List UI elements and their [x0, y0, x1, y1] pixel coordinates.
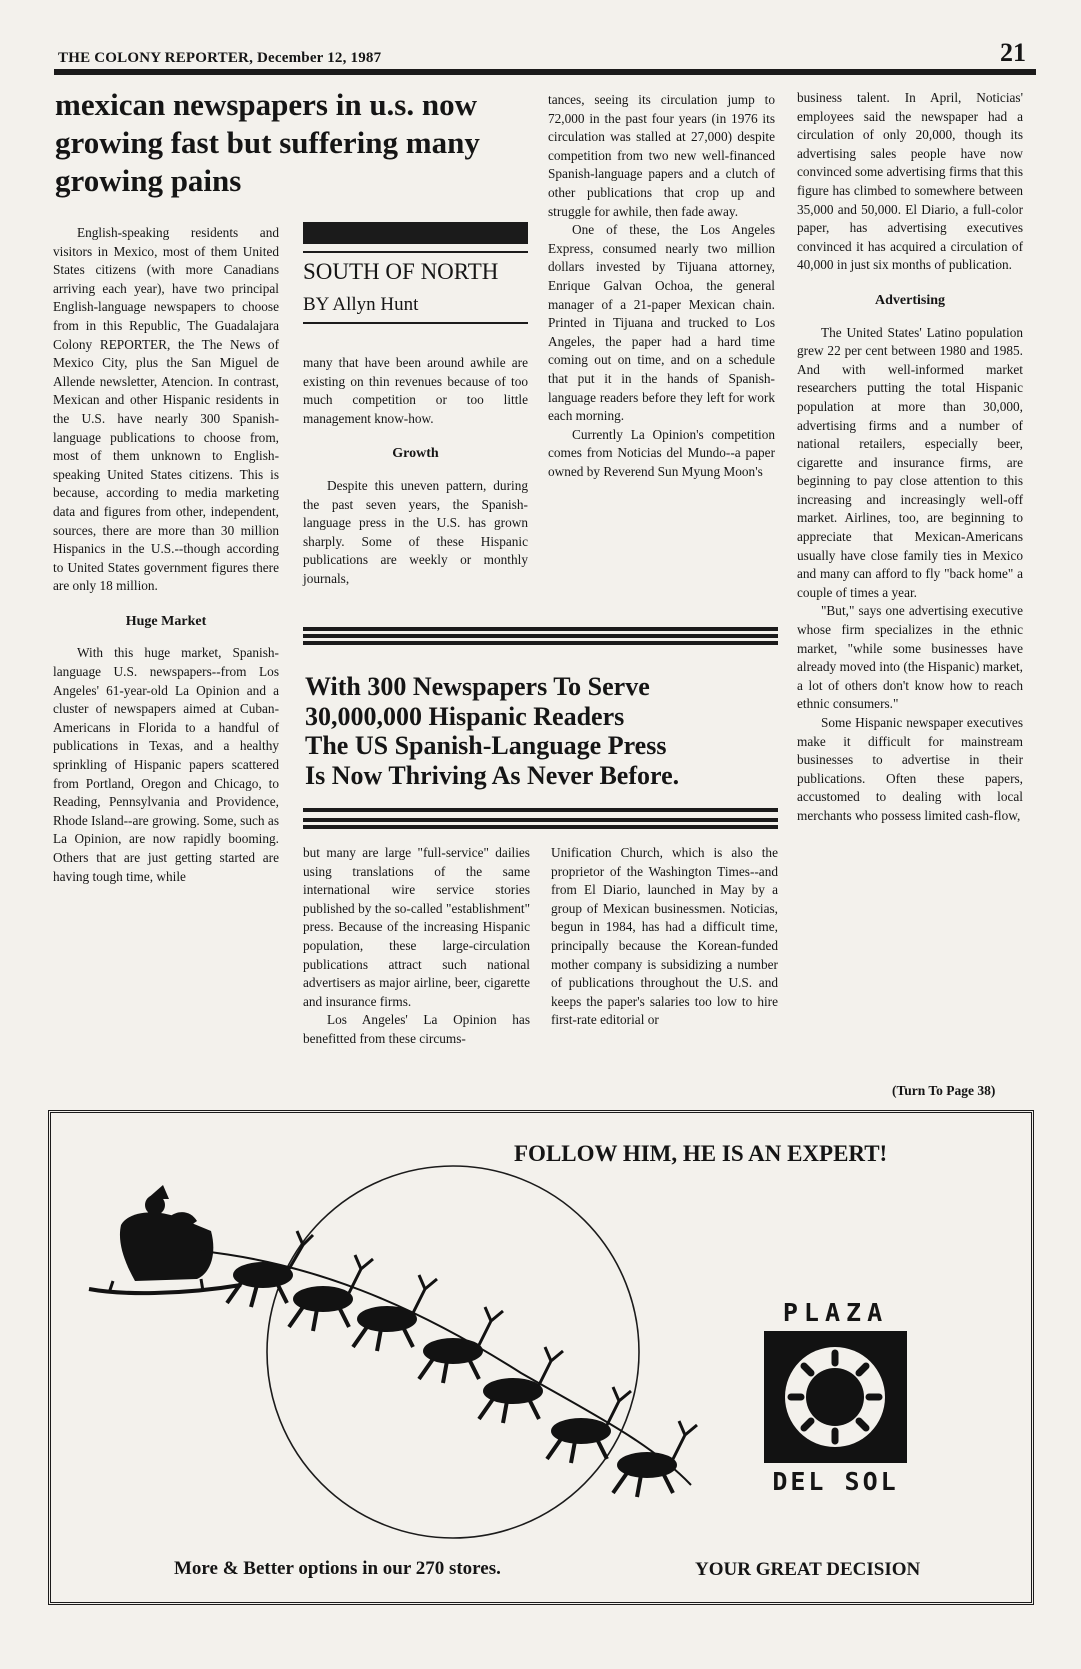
advertisement: [48, 1110, 1034, 1605]
deck-line: The US Spanish-Language Press: [305, 731, 667, 760]
deck-rule-top: [303, 627, 778, 631]
paragraph: Currently La Opinion's competition comes from Noticias del Mundo--a paper owned by Reverend Sun Myung Moon's: [548, 426, 775, 479]
reindeer-icon: [419, 1307, 503, 1383]
paragraph: "But," says one advertising executive whose firm specializes in the ethnic market, "while some businesses have already moved into (the Hispanic) market, a lot of others don't know how to reach ethnic consumers.": [797, 603, 1023, 712]
deck-line: Is Now Thriving As Never Before.: [305, 760, 680, 790]
article-column-4: [797, 89, 1023, 826]
page-number: 21: [1000, 38, 1026, 67]
reindeer-icon: [479, 1347, 563, 1423]
sun-emblem-icon: [758, 1327, 913, 1467]
reindeer-icon: [547, 1387, 631, 1463]
masthead: THE COLONY REPORTER, December 12, 1987: [58, 50, 382, 66]
paragraph: business talent. In April, Noticias' employees said the newspaper had a circulation of only 20,000, though its advertising sales people have now convinced some advertising firms that this figure has climbed to somewhere between 35,000 and 50,000. El Diario, a full-color paper, has advertising executives convinced it has acquired a circulation of 40,000 in just six months of publication.: [797, 90, 1023, 273]
logo-bottom-text: DEL SOL: [772, 1467, 899, 1496]
column-byline: BY Allyn Hunt: [303, 294, 419, 315]
paragraph: Los Angeles' La Opinion has benefitted from these circums-: [303, 1012, 530, 1046]
paragraph: but many are large "full-service" dailies using translations of the same international wire service stories published by the so-called "establishment" press. Because of the increasing Hispanic population, these large-circulation publications attract such national advertisers as major airline, beer, cigarette and insurance firms.: [303, 845, 530, 1009]
masthead-rule: [54, 69, 1036, 75]
subhead-advertising: Advertising: [875, 292, 945, 308]
column-box-rule: [303, 251, 528, 253]
paragraph: Despite this uneven pattern, during the past seven years, the Spanish-language press in the U.S. has grown sharply. Some of these Hispanic publications are weekly or monthly journals,: [303, 477, 528, 586]
column-box-rule: [303, 322, 528, 324]
deck-rule-bottom: [303, 808, 778, 812]
paragraph: One of these, the Los Angeles Express, consumed nearly two million dollars invested by Tijuana attorney, Enrique Galvan Ochoa, the general manager of a 21-paper Mexican chain. Printed in Tijuana and trucked to Los Angeles, the paper had a hard time coming out on time, and on a schedule that put it in the hands of Spanish-language readers before they left for work each morning.: [548, 222, 775, 424]
ad-headline: FOLLOW HIM, HE IS AN EXPERT!: [514, 1141, 888, 1166]
turn-to-page: (Turn To Page 38): [892, 1083, 996, 1098]
ad-footer-left: More & Better options in our 270 stores.: [174, 1558, 501, 1579]
paragraph: With this huge market, Spanish-language U.S. newspapers--from Los Angeles' 61-year-old La Opinion and a cluster of newspapers aimed at Cuban-Americans in Florida to a handful of publications in Texas, and a healthy sprinkling of Hispanic papers scattered from Portland, Oregon and Chicago, to Reading, Pennsylvania and Providence, Rhode Island--are growing. Some, such as La Opinion, are now rapidly booming. Others that are just getting started are having tough time, while: [53, 645, 279, 884]
article-headline: mexican newspapers in u.s. now growing fast but suffering many growing pains: [55, 87, 480, 198]
logo-top-text: PLAZA: [782, 1298, 889, 1327]
sleigh-icon: [89, 1185, 241, 1293]
column-title: SOUTH OF NORTH: [303, 259, 499, 284]
deck-line: With 300 Newspapers To Serve: [305, 672, 650, 701]
paragraph: tances, seeing its circulation jump to 72,000 in the past four years (in 1976 its circulation was stalled at 27,000) despite competition from two new well-financed Spanish-language papers and a clutch of other publications that crop up and struggle for awhile, then fade away.: [548, 92, 775, 219]
deck-headline: [305, 672, 780, 790]
article-column-2: [303, 354, 528, 589]
article-column-2b: [303, 844, 530, 1049]
ad-footer-right: YOUR GREAT DECISION: [695, 1559, 921, 1580]
plaza-del-sol-logo: [758, 1298, 913, 1498]
article-column-1: [53, 224, 279, 886]
article-column-3b: [551, 844, 778, 1030]
paragraph: English-speaking residents and visitors in Mexico, most of them United States citizens (with more Canadians arriving each year), have two principal English-language newspapers to choose from in this Republic, The Guadalajara Colony REPORTER, the The News of Mexico City, plus the San Miguel de Allende newsletter, Atencion. In contrast, Mexican and other Hispanic residents in the U.S. have nearly 300 Spanish-language publications to choose from, most of them unknown to English-speaking United States citizens. This is because, according to media marketing data and figures from other, independent, sources, there are more than 30 million Hispanics in the U.S.--though according to United States government figures there are only 18 million.: [53, 225, 279, 594]
article-column-3: [548, 91, 775, 481]
subhead-huge-market: Huge Market: [125, 613, 207, 629]
paragraph: The United States' Latino population grew 22 per cent between 1980 and 1985. And with well-informed market researchers putting the total Hispanic population at more than 30,000, advertising firms and a number of national retailers, especially beer, cigarette and insurance firms, are beginning to pay close attention to this increasing and increasingly well-off market. Airlines, too, are beginning to appreciate that Mexican-Americans usually have close family ties in Mexico and many can afford to fly "back home" a couple of times a year.: [797, 324, 1023, 600]
paragraph: Unification Church, which is also the proprietor of the Washington Times--and from El Diario, launched in May by a group of Mexican businessmen. Noticias, begun in 1984, has had a difficult time, principally because the Korean-funded mother company is subsidizing a number of publications throughout the U.S. and keeps the paper's salaries too low to hire first-rate editorial or: [551, 845, 778, 1028]
reindeer-icon: [353, 1275, 437, 1351]
paragraph: many that have been around awhile are existing on thin revenues because of too much competition or too little management know-how.: [303, 355, 528, 426]
column-box-bar: [303, 222, 528, 244]
deck-line: 30,000,000 Hispanic Readers: [305, 701, 625, 731]
paragraph: Some Hispanic newspaper executives make it difficult for mainstream businesses to advertise in their publications. Often these papers, accustomed to dealing with local merchants who possess limited cash-flow,: [797, 715, 1023, 823]
subhead-growth: Growth: [392, 446, 439, 462]
